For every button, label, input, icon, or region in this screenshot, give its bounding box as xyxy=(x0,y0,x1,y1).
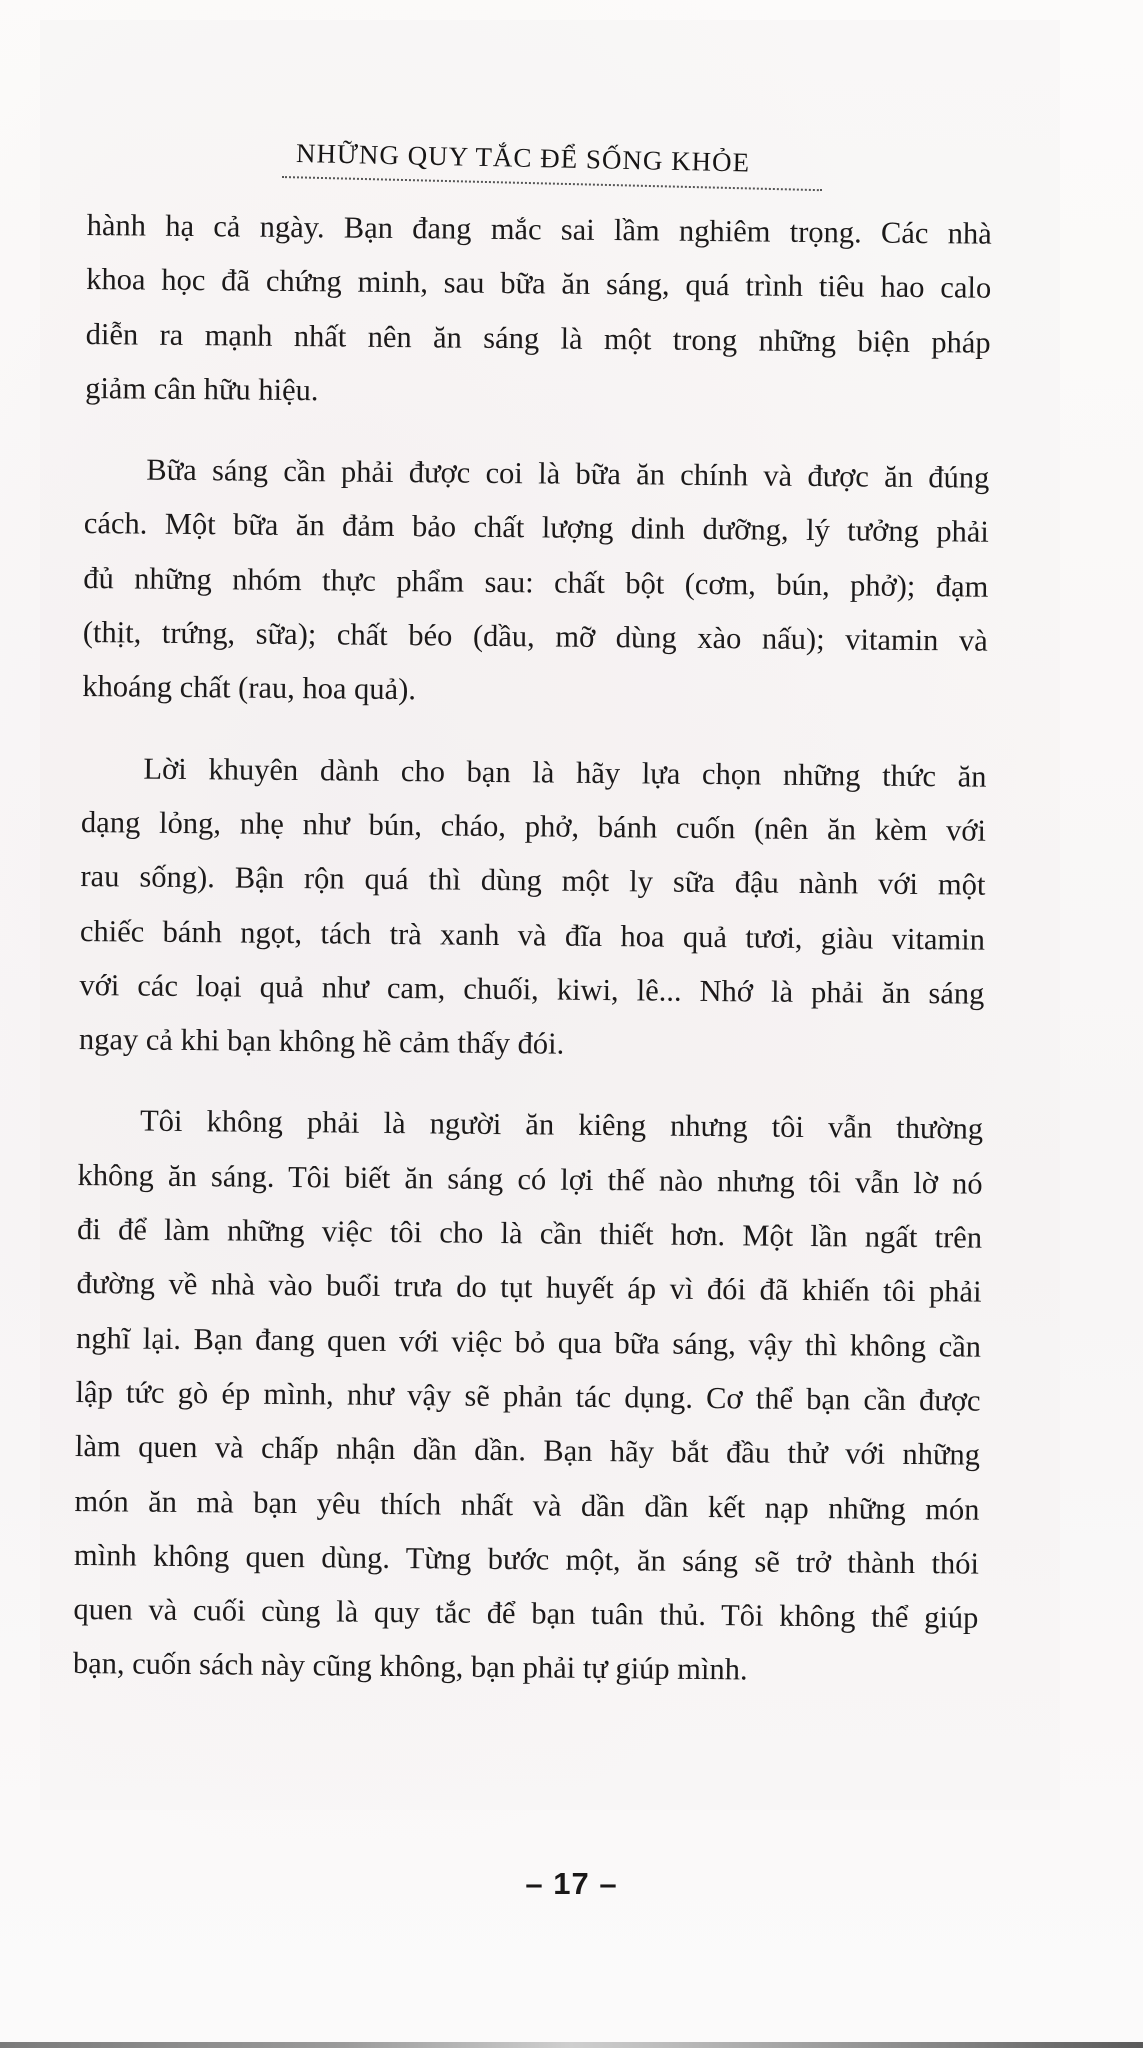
paragraph-2 xyxy=(82,442,990,722)
text-line: cách. Một bữa ăn đảm bảo chất lượng dinh dưỡng, lý tưởng phải xyxy=(83,506,989,550)
text-line: Lời khuyên dành cho bạn là hãy lựa chọn những thức ăn xyxy=(143,751,987,794)
paragraph-3 xyxy=(79,741,987,1075)
text-line: quen và cuối cùng là quy tắc để bạn tuân thủ. Tôi không thể giúp xyxy=(73,1592,979,1635)
text-line: (thịt, trứng, sữa); chất béo (dầu, mỡ dùng xào nấu); vitamin và xyxy=(82,615,988,658)
text-line: món ăn mà bạn yêu thích nhất và dần dần kết nạp những món xyxy=(74,1483,980,1527)
text-line: diễn ra mạnh nhất nên ăn sáng là một trong những biện pháp xyxy=(85,316,991,360)
text-line: đường về nhà vào buổi trưa do tụt huyết áp vì đói đã khiến tôi phải xyxy=(76,1266,982,1309)
text-line: mình không quen dùng. Từng bước một, ăn sáng sẽ trở thành thói xyxy=(73,1537,980,1581)
text-line: rau sống). Bận rộn quá thì dùng một ly sữa đậu nành với một xyxy=(80,859,986,902)
text-line: làm quen và chấp nhận dần dần. Bạn hãy bắt đầu thử với những xyxy=(74,1429,981,1472)
text-line: ngay cả khi bạn không hề cảm thấy đói. xyxy=(78,1022,565,1061)
paragraph-1 xyxy=(85,198,992,424)
text-line: khoa học đã chứng minh, sau bữa ăn sáng, quá trình tiêu hao calo xyxy=(86,262,992,305)
text-line: với các loại quả như cam, chuối, kiwi, lê... Nhớ là phải ăn sáng xyxy=(79,967,985,1011)
text-line: nghĩ lại. Bạn đang quen với việc bỏ qua bữa sáng, vậy thì không cần xyxy=(75,1320,982,1364)
text-line: dạng lỏng, nhẹ như bún, cháo, phở, bánh cuốn (nên ăn kèm với xyxy=(80,804,987,848)
body-text xyxy=(72,198,992,1726)
text-line: bạn, cuốn sách này cũng không, bạn phải tự giúp mình. xyxy=(72,1646,748,1687)
text-line: giảm cân hữu hiệu. xyxy=(85,370,319,408)
scan-bottom-edge xyxy=(0,2042,1143,2048)
text-line: hành hạ cả ngày. Bạn đang mắc sai lầm nghiêm trọng. Các nhà xyxy=(86,207,992,251)
running-header-title: NHỮNG QUY TẮC ĐỂ SỐNG KHỎE xyxy=(295,138,751,178)
text-line: Bữa sáng cần phải được coi là bữa ăn chính và được ăn đúng xyxy=(146,452,990,495)
paragraph-4 xyxy=(73,1093,984,1699)
page-number: – 17 – xyxy=(525,1866,618,1901)
text-line: chiếc bánh ngọt, tách trà xanh và đĩa hoa quả tươi, giàu vitamin xyxy=(79,913,986,957)
text-line: không ăn sáng. Tôi biết ăn sáng có lợi thế nào nhưng tôi vẫn lờ nó xyxy=(77,1157,983,1201)
text-line: Tôi không phải là người ăn kiêng nhưng tôi vẫn thường xyxy=(139,1104,984,1147)
text-line: đủ những nhóm thực phẩm sau: chất bột (cơm, bún, phở); đạm xyxy=(83,560,989,604)
text-line: lập tức gò ép mình, như vậy sẽ phản tác dụng. Cơ thể bạn cần được xyxy=(75,1374,981,1418)
text-line: đi để làm những việc tôi cho là cần thiết hơn. Một lần ngất trên xyxy=(76,1212,983,1255)
text-line: khoáng chất (rau, hoa quả). xyxy=(82,669,417,707)
